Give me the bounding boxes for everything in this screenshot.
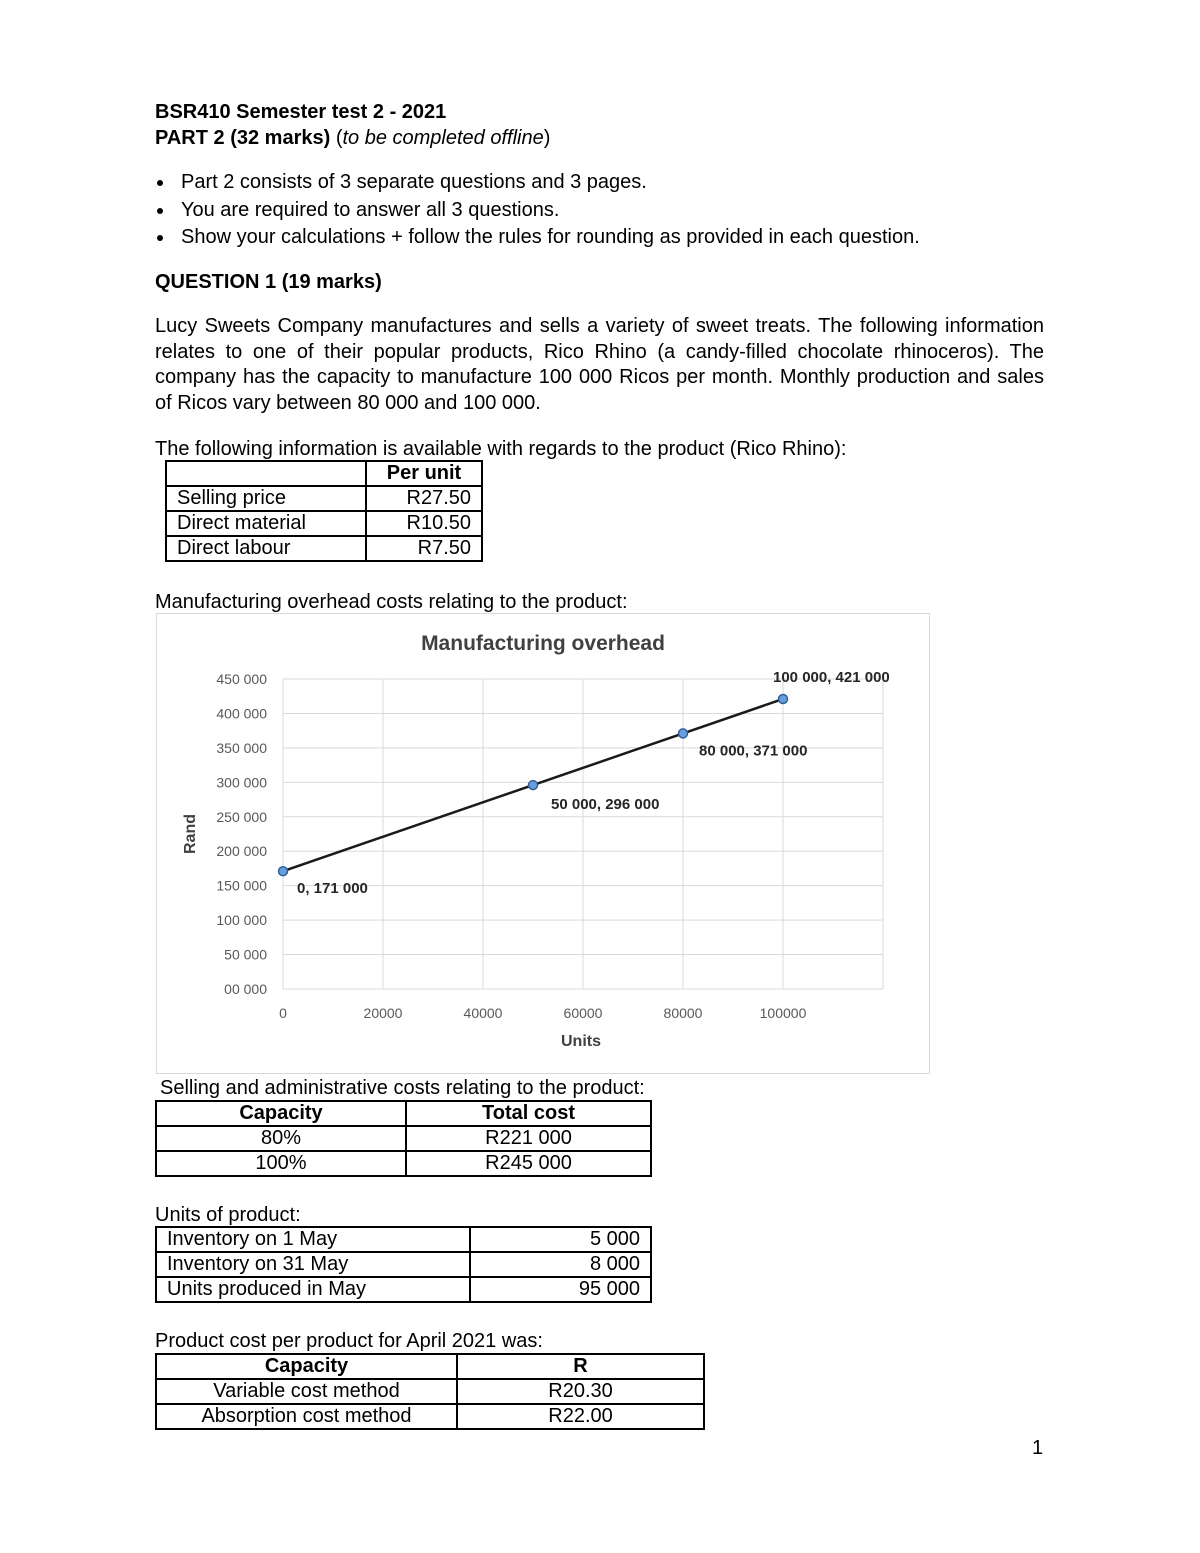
y-tick-label: 400 000 bbox=[216, 705, 267, 722]
table-cell: R245 000 bbox=[406, 1151, 651, 1176]
table-header-cell: Per unit bbox=[366, 461, 482, 486]
table-cell: 8 000 bbox=[470, 1252, 651, 1277]
y-tick-label: 00 000 bbox=[224, 981, 267, 997]
question-heading: QUESTION 1 (19 marks) bbox=[155, 271, 382, 293]
table-header-row bbox=[156, 1354, 704, 1379]
table-header-cell: R bbox=[457, 1354, 704, 1379]
table-row bbox=[156, 1126, 651, 1151]
part-heading bbox=[155, 126, 550, 151]
table-header-cell: Capacity bbox=[156, 1354, 457, 1379]
selling-intro: Selling and administrative costs relating to the product: bbox=[160, 1077, 645, 1099]
table-cell: R20.30 bbox=[457, 1379, 704, 1404]
page-number: 1 bbox=[1032, 1437, 1044, 1459]
table-row bbox=[156, 1379, 704, 1404]
table-header-row bbox=[156, 1101, 651, 1126]
table-cell: Direct material bbox=[166, 511, 366, 536]
table-cell: Absorption cost method bbox=[156, 1404, 457, 1429]
y-tick-label: 450 000 bbox=[216, 671, 267, 687]
instruction-item: Show your calculations + follow the rules for rounding as provided in each question. bbox=[155, 225, 920, 253]
table-header-row bbox=[166, 461, 482, 486]
table-cell: 100% bbox=[156, 1151, 406, 1176]
table-cell: Inventory on 1 May bbox=[156, 1227, 470, 1252]
y-tick-label: 50 000 bbox=[224, 946, 267, 963]
data-point bbox=[779, 694, 788, 703]
table-row bbox=[156, 1404, 704, 1429]
table-cell: R27.50 bbox=[366, 486, 482, 511]
y-tick-label: 200 000 bbox=[216, 843, 267, 860]
instruction-list bbox=[155, 170, 920, 253]
y-axis-title: Rand bbox=[182, 814, 199, 854]
table-row bbox=[156, 1151, 651, 1176]
info-intro: The following information is available with regards to the product (Rico Rhino): bbox=[155, 438, 847, 460]
table-cell: Inventory on 31 May bbox=[156, 1252, 470, 1277]
table-row bbox=[166, 486, 482, 511]
table-cell: R7.50 bbox=[366, 536, 482, 561]
data-label: 100 000, 421 000 bbox=[773, 668, 890, 686]
table-cell: 5 000 bbox=[470, 1227, 651, 1252]
data-label: 80 000, 371 000 bbox=[699, 742, 808, 760]
x-axis-title: Units bbox=[561, 1033, 601, 1050]
x-tick-label: 80000 bbox=[663, 1005, 703, 1021]
table-cell bbox=[166, 461, 366, 486]
x-tick-label: 40000 bbox=[463, 1005, 503, 1021]
data-point bbox=[679, 729, 688, 738]
data-point bbox=[279, 867, 288, 876]
overhead-chart-svg bbox=[157, 614, 929, 1073]
y-tick-label: 300 000 bbox=[216, 774, 267, 791]
question-paragraph: Lucy Sweets Company manufactures and sells a variety of sweet treats. The following information relates to one of their popular products, Rico Rhino (a candy-filled chocolate rhinoceros). The company has the capacity to manufacture 100 000 Ricos per month. Monthly production and sales of Ricos vary between 80 000 and 100 000. bbox=[155, 315, 1044, 414]
unit-cost-table bbox=[165, 460, 483, 562]
table-cell: R10.50 bbox=[366, 511, 482, 536]
product-cost-table bbox=[155, 1353, 705, 1430]
table-cell: R22.00 bbox=[457, 1404, 704, 1429]
x-tick-label: 0 bbox=[279, 1005, 287, 1021]
x-tick-label: 100000 bbox=[759, 1005, 807, 1021]
table-row bbox=[156, 1227, 651, 1252]
y-tick-label: 250 000 bbox=[216, 808, 267, 825]
instruction-item: You are required to answer all 3 questions. bbox=[155, 198, 920, 226]
data-label: 50 000, 296 000 bbox=[551, 796, 660, 814]
table-row bbox=[156, 1252, 651, 1277]
instruction-item: Part 2 consists of 3 separate questions and 3 pages. bbox=[155, 170, 920, 198]
data-label: 0, 171 000 bbox=[297, 880, 368, 898]
y-tick-label: 350 000 bbox=[216, 739, 267, 756]
chart-title: Manufacturing overhead bbox=[421, 632, 665, 655]
units-table bbox=[155, 1226, 652, 1303]
table-cell: 95 000 bbox=[470, 1277, 651, 1302]
y-tick-label: 100 000 bbox=[216, 912, 267, 929]
part-heading-close: ) bbox=[543, 127, 551, 149]
overhead-intro: Manufacturing overhead costs relating to the product: bbox=[155, 591, 628, 613]
x-tick-label: 60000 bbox=[563, 1005, 603, 1021]
part-heading-open: ( bbox=[330, 127, 343, 149]
table-header-cell: Capacity bbox=[156, 1101, 406, 1126]
table-cell: 80% bbox=[156, 1126, 406, 1151]
cost-intro: Product cost per product for April 2021 was: bbox=[155, 1330, 543, 1352]
data-point bbox=[529, 781, 538, 790]
table-row bbox=[166, 536, 482, 561]
table-cell: Units produced in May bbox=[156, 1277, 470, 1302]
selling-admin-table bbox=[155, 1100, 652, 1177]
table-row bbox=[166, 511, 482, 536]
y-tick-label: 150 000 bbox=[216, 877, 267, 894]
table-header-cell: Total cost bbox=[406, 1101, 651, 1126]
units-intro: Units of product: bbox=[155, 1204, 301, 1226]
table-row bbox=[156, 1277, 651, 1302]
part-heading-bold: PART 2 (32 marks) bbox=[155, 127, 331, 149]
table-cell: Variable cost method bbox=[156, 1379, 457, 1404]
part-heading-italic: to be completed offline bbox=[342, 127, 544, 149]
table-cell: Selling price bbox=[166, 486, 366, 511]
x-tick-label: 20000 bbox=[363, 1005, 403, 1021]
table-cell: R221 000 bbox=[406, 1126, 651, 1151]
table-cell: Direct labour bbox=[166, 536, 366, 561]
document-title: BSR410 Semester test 2 - 2021 bbox=[155, 101, 447, 123]
overhead-chart bbox=[156, 613, 930, 1074]
